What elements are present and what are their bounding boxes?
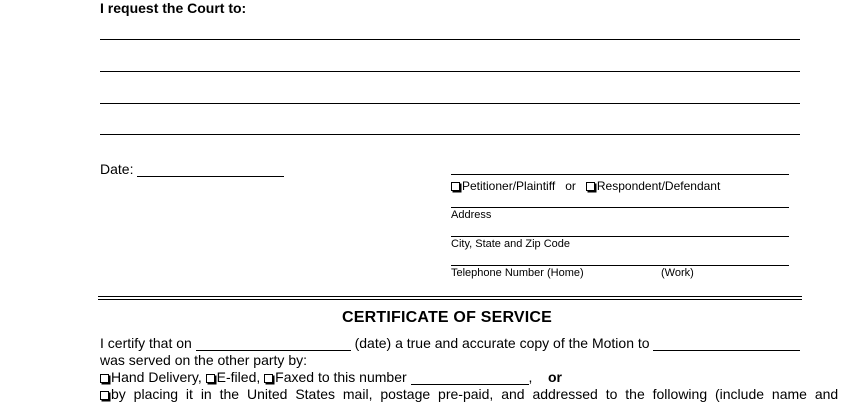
request-line-3[interactable] — [100, 103, 800, 104]
city-line[interactable] — [451, 236, 789, 237]
party-or-text: or — [565, 179, 576, 193]
certificate-line-2: was served on the other party by: — [100, 352, 307, 368]
signature-line[interactable] — [451, 174, 789, 175]
methods-or-text: or — [548, 369, 562, 385]
certify-date-text: (date) a true and accurate copy of the Motion to — [354, 335, 650, 351]
certify-text: I certify that on — [100, 335, 192, 351]
motion-to-blank[interactable] — [653, 336, 800, 351]
faxed-label: Faxed to this number — [275, 369, 407, 385]
efiled-label: E-filed, — [216, 369, 261, 385]
respondent-label: Respondent/Defendant — [596, 179, 721, 193]
service-methods — [100, 369, 562, 385]
phone-line[interactable] — [451, 265, 789, 266]
respondent-checkbox[interactable] — [586, 182, 595, 191]
date-blank[interactable] — [137, 162, 284, 177]
request-line-1[interactable] — [100, 39, 800, 40]
faxed-checkbox[interactable] — [264, 374, 273, 383]
date-label: Date: — [100, 161, 134, 177]
request-line-4[interactable] — [100, 134, 800, 135]
service-date-blank[interactable] — [196, 336, 351, 351]
separator-top — [98, 296, 802, 297]
date-field — [100, 161, 284, 177]
address-line[interactable] — [451, 207, 789, 208]
mail-label: by placing it in the United States mail, postage pre-paid, and addressed to the following (include name and — [111, 386, 839, 402]
address-label: Address — [451, 209, 492, 221]
request-line-2[interactable] — [100, 71, 800, 72]
phone-home-label: Telephone Number (Home) — [451, 267, 584, 279]
fax-number-blank[interactable] — [411, 370, 529, 385]
city-label: City, State and Zip Code — [451, 238, 571, 250]
certificate-line-1 — [100, 335, 800, 351]
mail-method — [100, 386, 838, 402]
petitioner-checkbox[interactable] — [451, 182, 460, 191]
faxed-separator: , — [528, 369, 533, 385]
mail-checkbox[interactable] — [100, 391, 109, 400]
efiled-checkbox[interactable] — [206, 374, 215, 383]
hand-delivery-checkbox[interactable] — [100, 374, 109, 383]
certificate-title: CERTIFICATE OF SERVICE — [342, 309, 553, 326]
phone-work-label: (Work) — [661, 267, 694, 279]
request-heading: I request the Court to: — [100, 0, 247, 16]
hand-delivery-label: Hand Delivery, — [111, 369, 202, 385]
party-selector — [451, 179, 720, 193]
petitioner-label: Petitioner/Plaintiff — [462, 179, 556, 193]
separator-bottom — [98, 299, 802, 300]
